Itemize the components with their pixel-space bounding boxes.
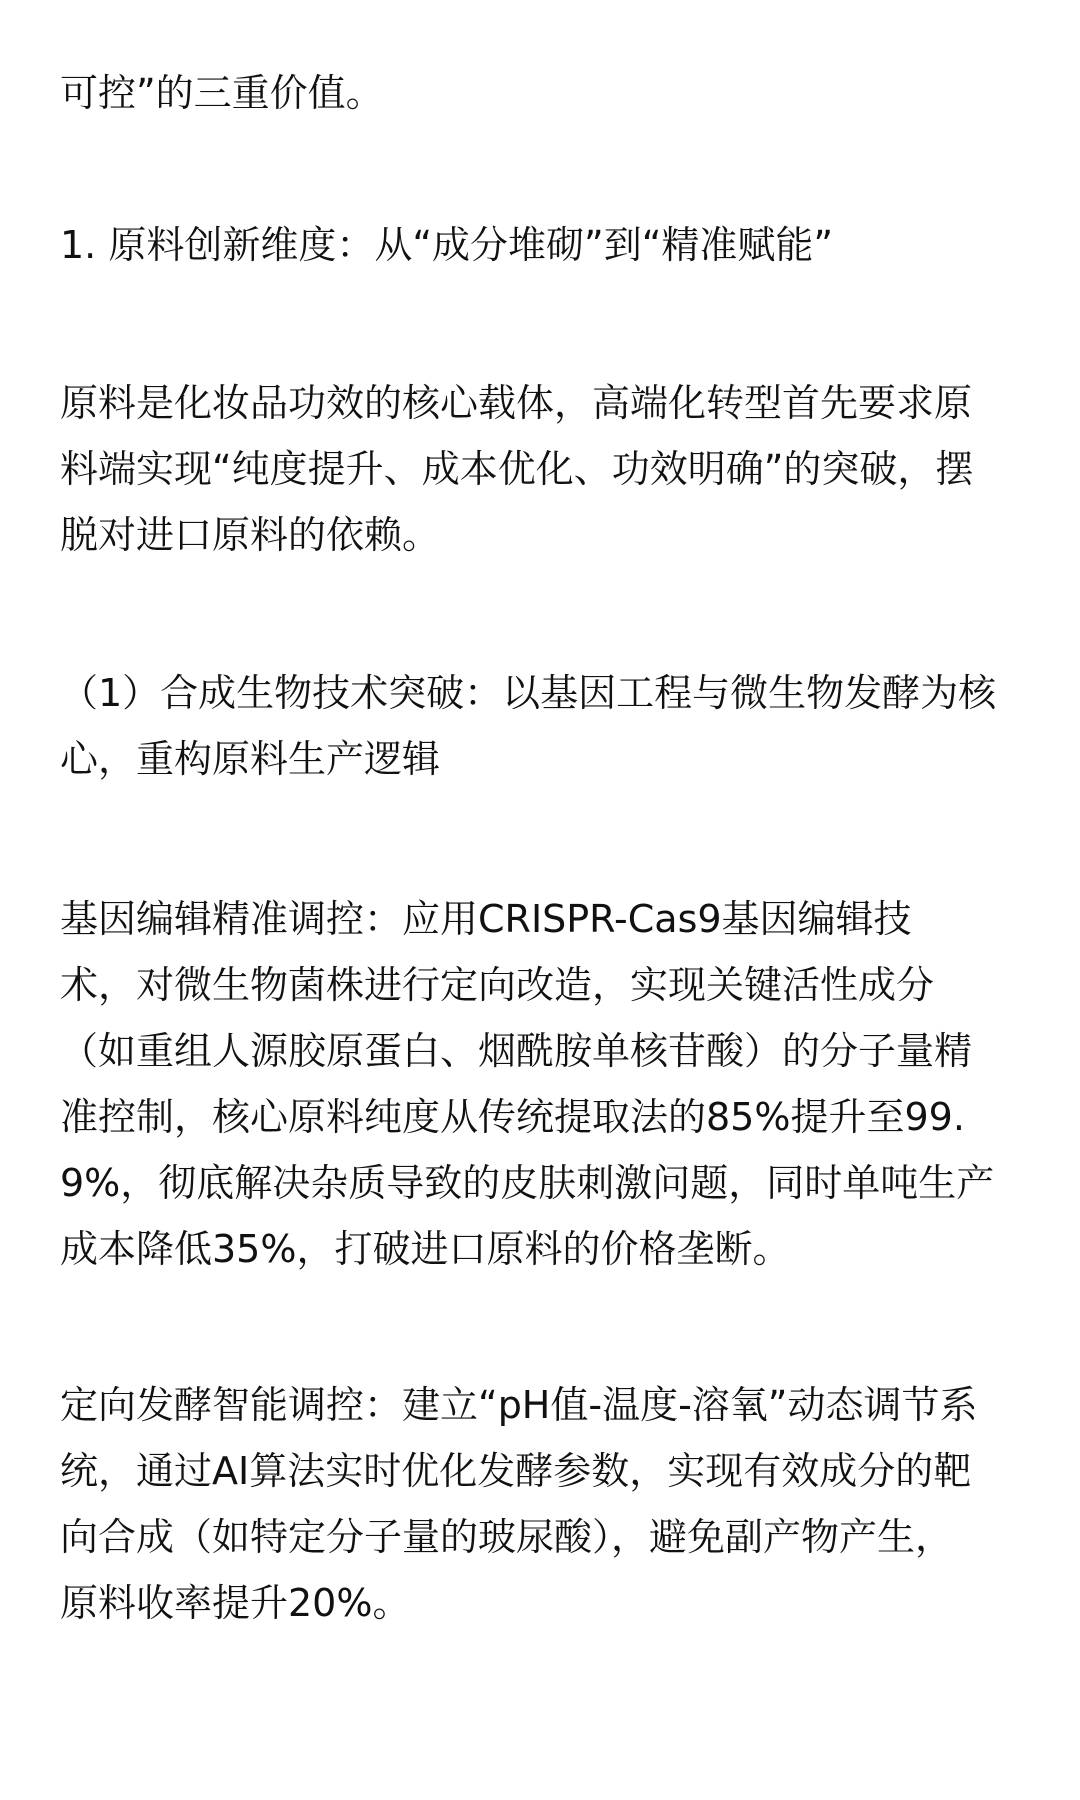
text-line: 向合成（如特定分子量的玻尿酸），避免副产物产生， xyxy=(60,1515,954,1559)
subsection-heading xyxy=(60,660,1020,792)
text-line: 1. 原料创新维度：从“成分堆砌”到“精准赋能” xyxy=(60,223,834,267)
text-line: 料端实现“纯度提升、成本优化、功效明确”的突破，摆 xyxy=(60,447,974,491)
paragraph-raw-material xyxy=(60,370,1020,568)
text-line: 基因编辑精准调控：应用CRISPR-Cas9基因编辑技 xyxy=(60,897,912,941)
text-line: （如重组人源胶原蛋白、烟酰胺单核苷酸）的分子量精 xyxy=(60,1029,973,1073)
text-line: （1）合成生物技术突破：以基因工程与微生物发酵为核 xyxy=(60,671,997,715)
section-heading xyxy=(60,212,1020,278)
text-line: 术，对微生物菌株进行定向改造，实现关键活性成分 xyxy=(60,963,935,1007)
paragraph-intro-tail xyxy=(60,60,1020,126)
text-line: 准控制，核心原料纯度从传统提取法的85%提升至99. xyxy=(60,1095,965,1139)
text-line: 心，重构原料生产逻辑 xyxy=(60,737,441,781)
text-line: 原料是化妆品功效的核心载体，高端化转型首先要求原 xyxy=(60,381,973,425)
text-line: 统，通过AI算法实时优化发酵参数，实现有效成分的靶 xyxy=(60,1449,972,1493)
text-line: 定向发酵智能调控：建立“pH值-温度-溶氧”动态调节系 xyxy=(60,1383,978,1427)
text-line: 可控”的三重价值。 xyxy=(60,71,384,115)
text-line: 成本降低35%，打破进口原料的价格垄断。 xyxy=(60,1227,791,1271)
paragraph-fermentation xyxy=(60,1372,1020,1636)
paragraph-gene-editing xyxy=(60,886,1020,1282)
text-line: 脱对进口原料的依赖。 xyxy=(60,513,441,557)
text-line: 原料收率提升20%。 xyxy=(60,1581,411,1625)
text-line: 9%，彻底解决杂质导致的皮肤刺激问题，同时单吨生产 xyxy=(60,1161,995,1205)
